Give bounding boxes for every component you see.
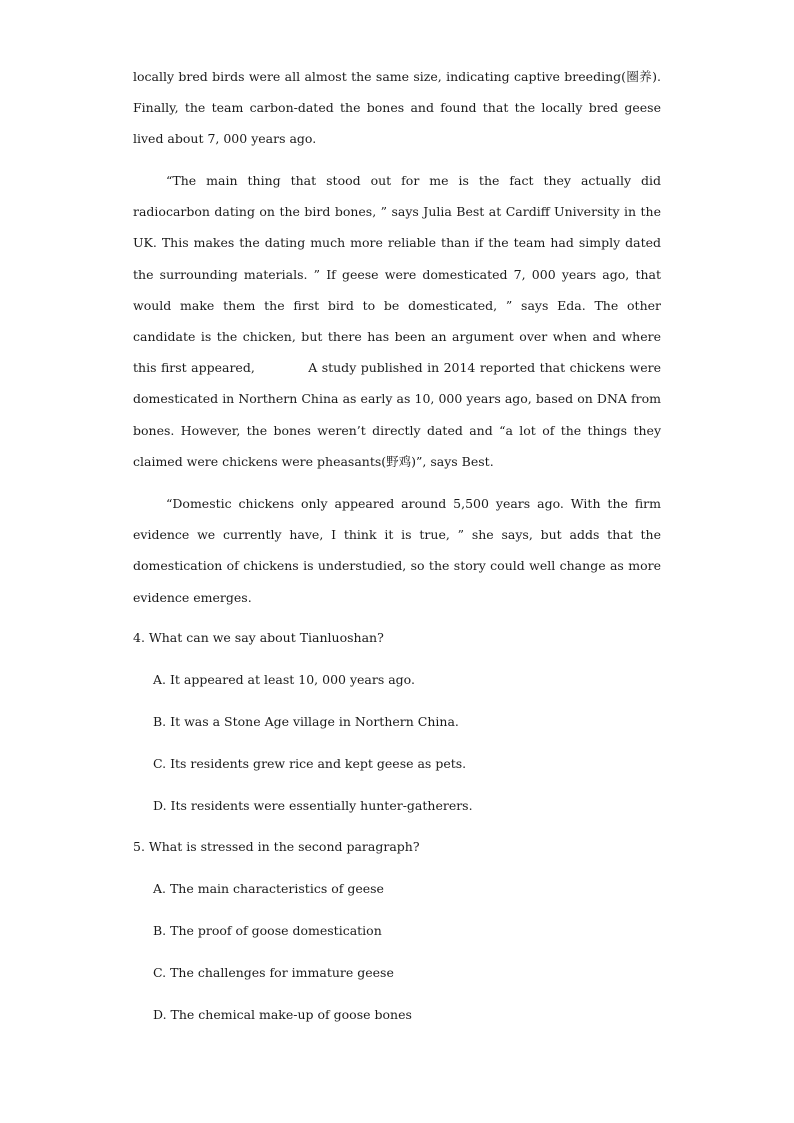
question-5-option-a: A. The main characteristics of geese (153, 881, 384, 896)
question-5-option-d: D. The chemical make-up of goose bones (153, 1007, 412, 1022)
paragraph-3: “Domestic chickens only appeared around 5,500 years ago. With the firm evidence we currently have, I think it is true, ” she says, but adds that the domestication of chickens is understudied, so the story could well change as more evidence emerges. (133, 496, 661, 605)
question-4-option-b: B. It was a Stone Age village in Northern China. (153, 714, 459, 729)
question-4-option-d: D. Its residents were essentially hunter-gatherers. (153, 798, 473, 813)
question-5-option-c: C. The challenges for immature geese (153, 965, 394, 980)
question-4-option-c: C. Its residents grew rice and kept geese as pets. (153, 756, 467, 771)
paragraph-1: locally bred birds were all almost the same size, indicating captive breeding(圈养). Finally, the team carbon-dated the bones and found that the locally bred geese lived about 7, 000 years ago. (133, 69, 661, 147)
paragraph-2: “The main thing that stood out for me is the fact they actually did radiocarbon dating on the bird bones, ” says Julia Best at Cardiff University in the UK. This makes the dating much more reliable than if the team had simply dated the surrounding materials. ” If geese were domesticated 7, 000 years ago, that would make them the first bird to be domesticated, ” says Eda. The other candidate is the chicken, but there has been an argument over when and where this first appeared, A study published in 2014 reported that chickens were domesticated in Northern China as early as 10, 000 years ago, based on DNA from bones. However, the bones weren’t directly dated and “a lot of the things they claimed were chickens were pheasants(野鸡)”, says Best. (133, 173, 661, 469)
question-4-stem: 4. What can we say about Tianluoshan? (133, 630, 384, 645)
question-5-option-b: B. The proof of goose domestication (153, 923, 382, 938)
question-5-stem: 5. What is stressed in the second paragraph? (133, 839, 420, 854)
question-4-option-a: A. It appeared at least 10, 000 years ago. (153, 672, 415, 687)
